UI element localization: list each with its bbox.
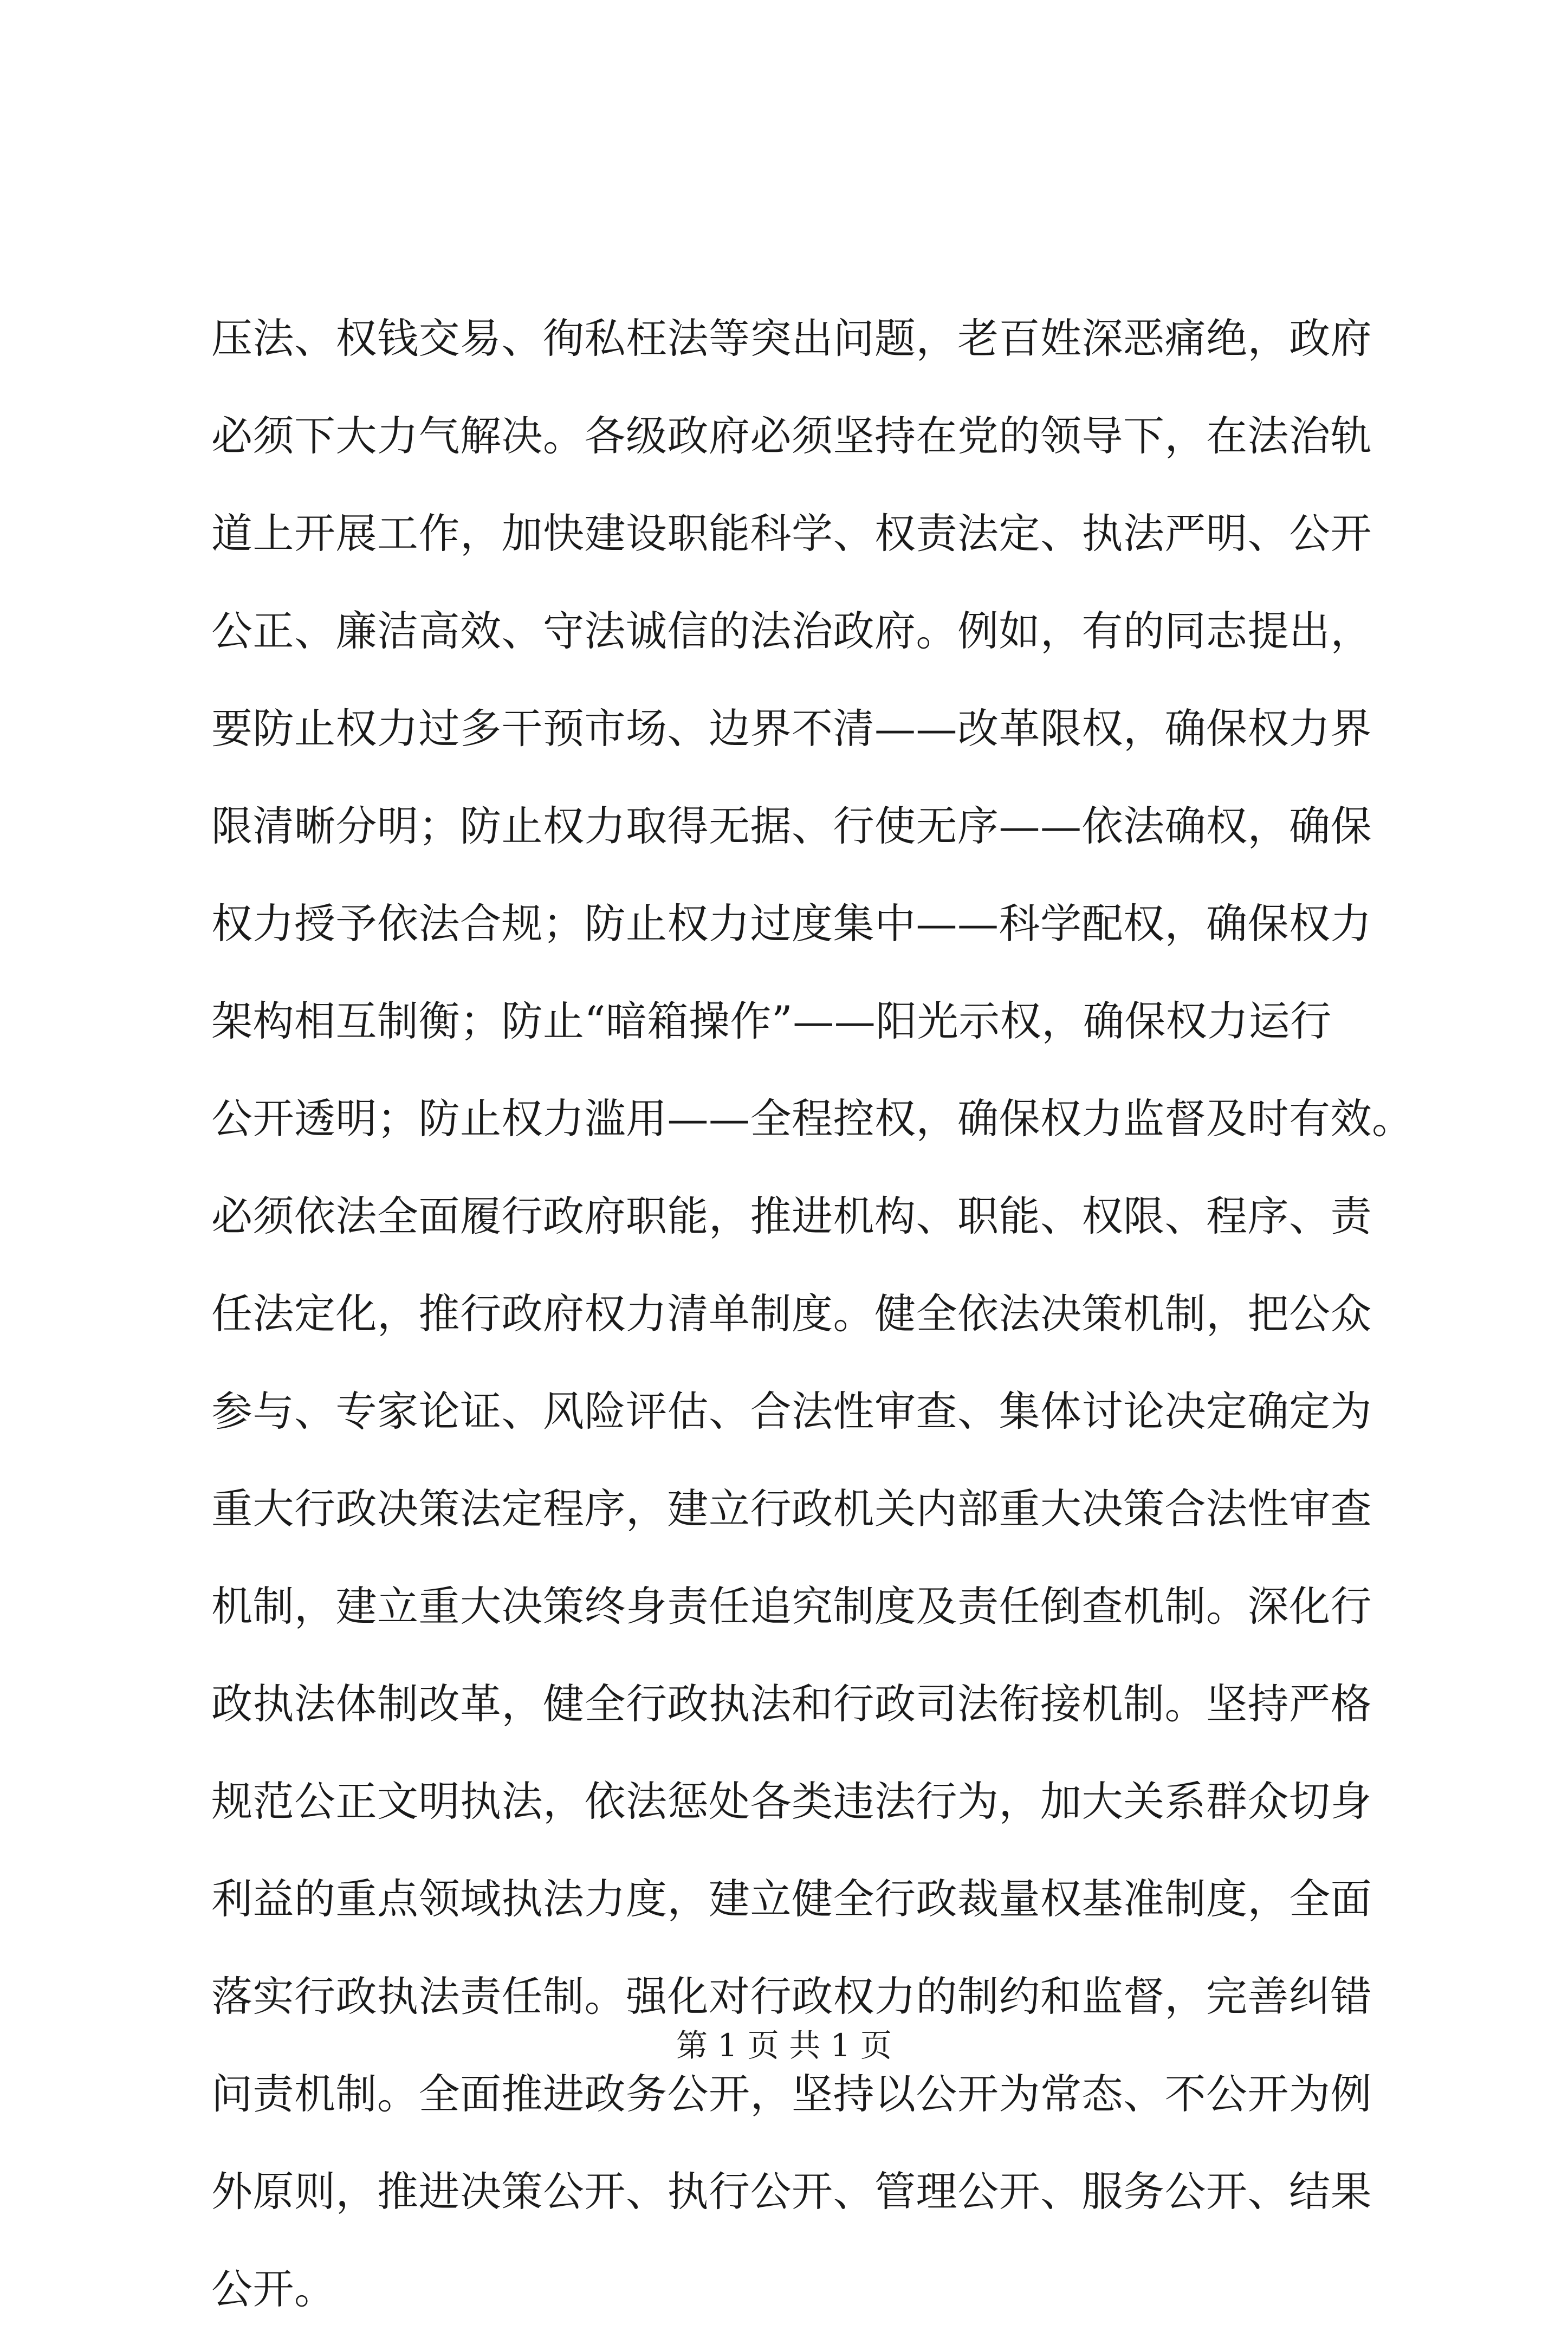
text-line: 要防止权力过多干预市场、边界不清——改革限权，确保权力界 <box>211 704 1372 753</box>
text-line: 道上开展工作，加快建设职能科学、权责法定、执法严明、公开 <box>211 509 1372 558</box>
text-line: 落实行政执法责任制。强化对行政权力的制约和监督，完善纠错 <box>211 1972 1372 2020</box>
text-line: 公开。 <box>211 2265 336 2313</box>
page-number-footer: 第 1 页 共 1 页 <box>676 2027 892 2064</box>
text-line: 权力授予依法合规；防止权力过度集中——科学配权，确保权力 <box>211 899 1372 948</box>
text-line: 压法、权钱交易、徇私枉法等突出问题，老百姓深恶痛绝，政府 <box>211 314 1372 362</box>
text-line: 机制，建立重大决策终身责任追究制度及责任倒查机制。深化行 <box>211 1582 1372 1630</box>
text-line: 任法定化，推行政府权力清单制度。健全依法决策机制，把公众 <box>211 1290 1372 1338</box>
text-line: 外原则，推进决策公开、执行公开、管理公开、服务公开、结果 <box>211 2167 1372 2216</box>
text-line: 限清晰分明；防止权力取得无据、行使无序——依法确权，确保 <box>211 802 1372 850</box>
text-line: 公正、廉洁高效、守法诚信的法治政府。例如，有的同志提出， <box>211 607 1372 655</box>
text-line: 参与、专家论证、风险评估、合法性审查、集体讨论决定确定为 <box>211 1387 1372 1435</box>
text-line: 必须依法全面履行政府职能，推进机构、职能、权限、程序、责 <box>211 1192 1372 1240</box>
text-line: 架构相互制衡；防止“暗箱操作”——阳光示权，确保权力运行 <box>211 997 1332 1045</box>
text-line: 问责机制。全面推进政务公开，坚持以公开为常态、不公开为例 <box>211 2070 1372 2118</box>
text-line: 公开透明；防止权力滥用——全程控权，确保权力监督及时有效。 <box>211 1094 1414 1143</box>
text-line: 利益的重点领域执法力度，建立健全行政裁量权基准制度，全面 <box>211 1875 1372 1923</box>
text-line: 重大行政决策法定程序，建立行政机关内部重大决策合法性审查 <box>211 1485 1372 1533</box>
text-line: 必须下大力气解决。各级政府必须坚持在党的领导下，在法治轨 <box>211 412 1372 460</box>
text-line: 规范公正文明执法，依法惩处各类违法行为，加大关系群众切身 <box>211 1777 1372 1825</box>
text-line: 政执法体制改革，健全行政执法和行政司法衔接机制。坚持严格 <box>211 1680 1372 1728</box>
